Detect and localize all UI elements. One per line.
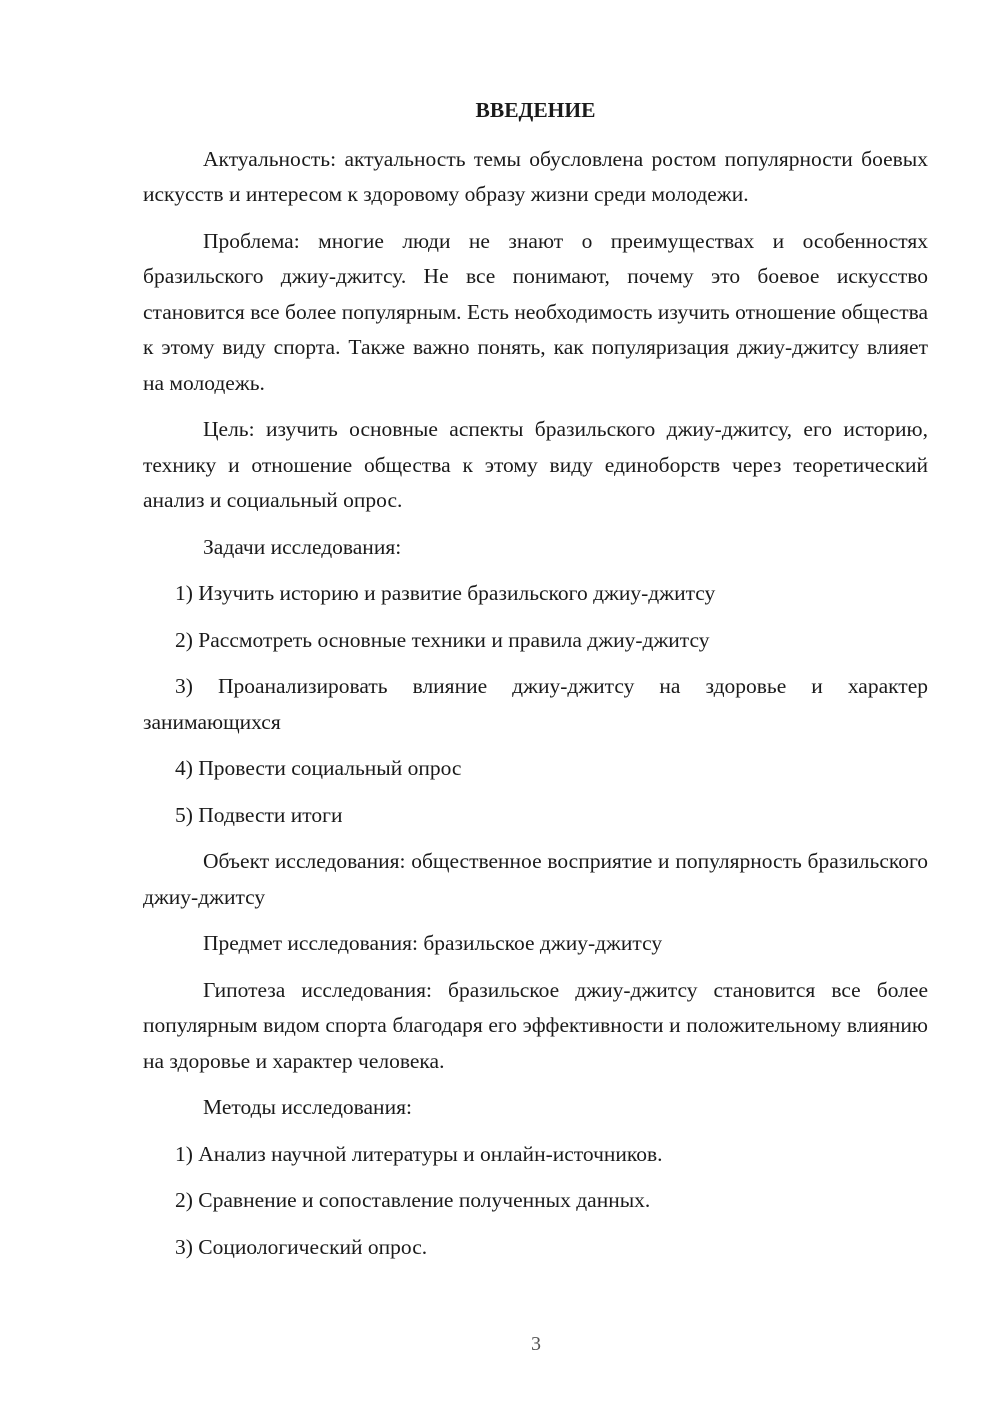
task-item-2: 2) Рассмотреть основные техники и правила джиу-джитсу [175,627,710,652]
problem-paragraph: Проблема: многие люди не знают о преимуществах и особенностях бразильского джиу-джитсу. Не все понимают, почему это боевое искусство становится все более популярным. Есть необходимость изучить отношение общества к этому виду спорта. Также важно понять, как популяризация джиу-джитсу влияет на молодежь. [143,228,928,395]
page-content [143,93,928,1276]
subject-paragraph: Предмет исследования: бразильское джиу-джитсу [203,931,663,955]
method-item-2: 2) Сравнение и сопоставление полученных данных. [175,1188,651,1212]
section-heading: ВВЕДЕНИЕ [475,98,596,122]
method-item-1: 1) Анализ научной литературы и онлайн-источников. [175,1141,663,1166]
page-number: 3 [531,1333,541,1355]
tasks-title: Задачи исследования: [203,534,402,559]
goal-paragraph: Цель: изучить основные аспекты бразильского джиу-джитсу, его историю, технику и отношение общества к этому виду единоборств через теоретический анализ и социальный опрос. [143,417,928,512]
task-item-4: 4) Провести социальный опрос [175,756,462,780]
methods-title: Методы исследования: [203,1095,412,1119]
task-item-1: 1) Изучить историю и развитие бразильского джиу-джитсу [175,581,716,605]
relevance-paragraph: Актуальность: актуальность темы обусловлена ростом популярности боевых искусств и интересом к здоровому образу жизни среди молодежи. [143,146,928,206]
task-item-3: 3) Проанализировать влияние джиу-джитсу на здоровье и характер занимающихся [143,674,928,734]
object-paragraph: Объект исследования: общественное восприятие и популярность бразильского джиу-джитсу [143,849,928,909]
hypothesis-paragraph: Гипотеза исследования: бразильское джиу-джитсу становится все более популярным видом спорта благодаря его эффективности и положительному влиянию на здоровье и характер человека. [143,977,928,1073]
method-item-3: 3) Социологический опрос. [175,1234,428,1259]
task-item-5: 5) Подвести итоги [175,802,343,827]
